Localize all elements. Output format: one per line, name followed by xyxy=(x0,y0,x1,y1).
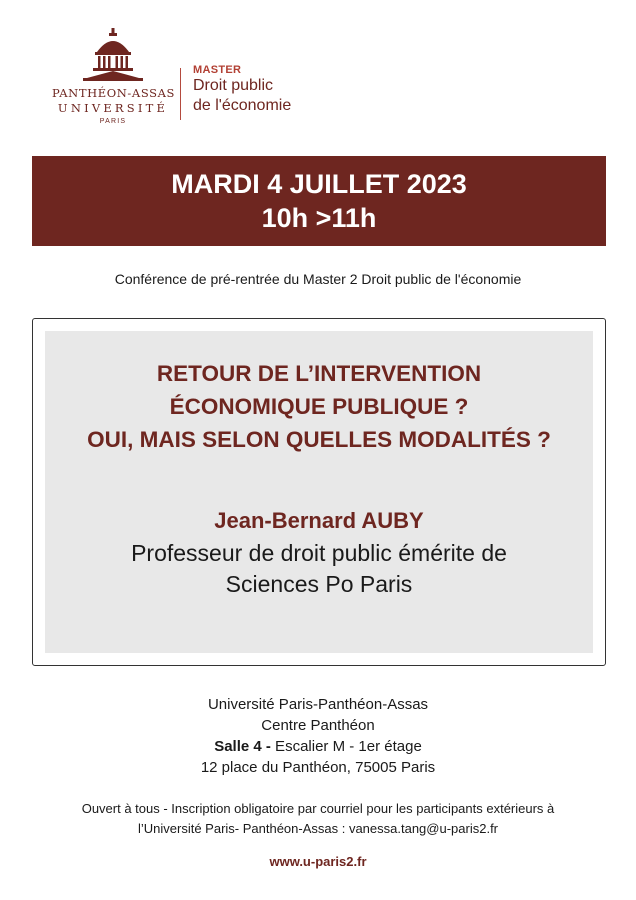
logo-name-line1: PANTHÉON-ASSAS xyxy=(52,86,175,100)
conference-topic xyxy=(45,357,593,456)
speaker-name: Jean-Bernard AUBY xyxy=(214,508,424,533)
info-line2: l’Université Paris- Panthéon-Assas : vanessa.tang@u-paris2.fr xyxy=(137,821,499,836)
venue-line2: Centre Panthéon xyxy=(261,717,375,734)
topic-line3: OUI, MAIS SELON QUELLES MODALITÉS ? xyxy=(87,427,551,452)
program-title-line2: de l'économie xyxy=(193,97,292,114)
program-label: MASTER xyxy=(193,64,242,76)
conference-panel xyxy=(45,331,593,653)
venue-block xyxy=(0,694,636,778)
info-line1: Ouvert à tous - Inscription obligatoire par courriel pour les participants extérieurs à xyxy=(81,801,555,816)
event-date: MARDI 4 JUILLET 2023 xyxy=(171,169,467,199)
venue-room-rest: Escalier M - 1er étage xyxy=(270,738,422,755)
speaker-role xyxy=(45,538,593,600)
topic-line2: ÉCONOMIQUE PUBLIQUE ? xyxy=(169,394,469,419)
pantheon-dome-icon xyxy=(81,28,145,82)
event-time: 10h >11h xyxy=(261,203,377,233)
website-link[interactable]: www.u-paris2.fr xyxy=(269,854,367,869)
venue-room: Salle 4 - xyxy=(214,738,271,755)
registration-info xyxy=(0,799,636,839)
role-line2: Sciences Po Paris xyxy=(225,571,413,597)
event-subtitle: Conférence de pré-rentrée du Master 2 Droit public de l'économie xyxy=(114,271,522,287)
role-line1: Professeur de droit public émérite de xyxy=(131,540,507,566)
venue-room-line xyxy=(0,736,636,757)
venue-line1: Université Paris-Panthéon-Assas xyxy=(207,696,429,713)
university-logo xyxy=(52,28,174,125)
venue-address: 12 place du Panthéon, 75005 Paris xyxy=(200,759,436,776)
date-banner xyxy=(32,156,606,246)
logo-name-line2: UNIVERSITÉ xyxy=(57,101,169,115)
logo-city: PARIS xyxy=(99,118,127,125)
header-divider xyxy=(180,68,181,120)
program-title xyxy=(193,64,291,116)
topic-line1: RETOUR DE L’INTERVENTION xyxy=(156,361,482,386)
program-title-line1: Droit public xyxy=(193,77,274,94)
conference-frame xyxy=(32,318,606,666)
